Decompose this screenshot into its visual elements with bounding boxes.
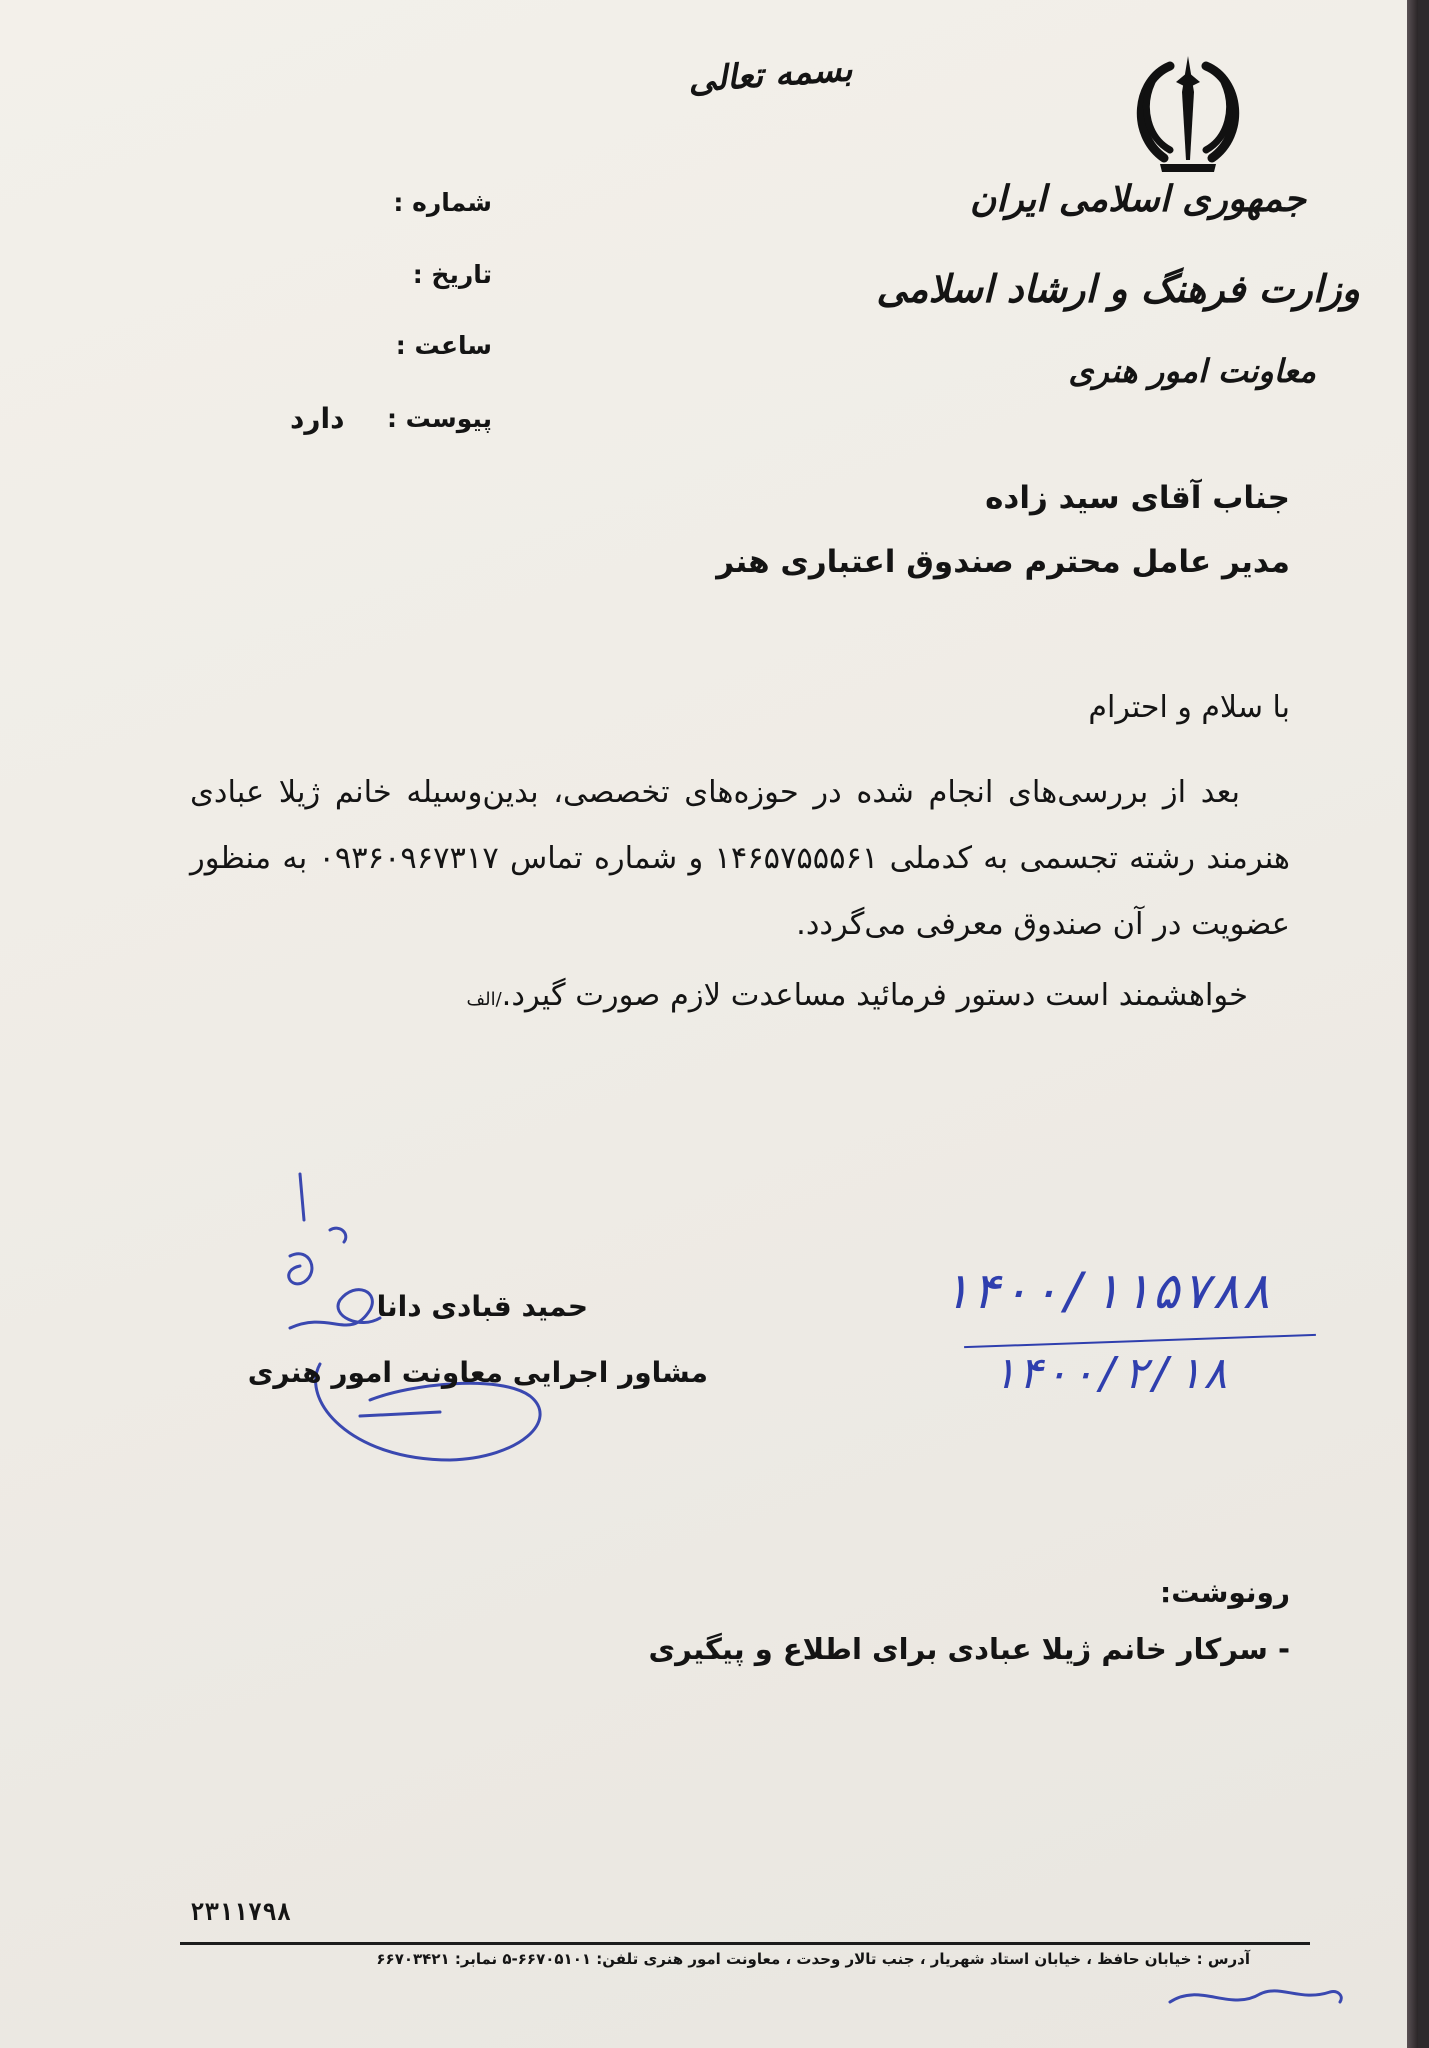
closing-reference: /الف — [466, 989, 502, 1010]
cc-heading: رونوشت: — [1160, 1576, 1290, 1609]
addressee-name: جناب آقای سید زاده — [985, 480, 1290, 516]
addressee-title: مدیر عامل محترم صندوق اعتباری هنر — [716, 544, 1290, 580]
handwritten-signature-icon — [260, 1160, 560, 1490]
letter-body — [190, 760, 1290, 958]
basmala: بسمه تعالی — [686, 49, 854, 101]
cc-item: - سرکار خانم ژیلا عبادی برای اطلاع و پیگیری — [648, 1632, 1290, 1666]
handwritten-divider — [964, 1334, 1316, 1348]
closing-line — [466, 978, 1248, 1013]
date-label: تاریخ : — [412, 260, 492, 289]
letterhead-deputy: معاونت امور هنری — [1068, 352, 1316, 390]
signer-title: مشاور اجرایی معاونت امور هنری — [247, 1356, 708, 1389]
body-paragraph: بعد از بررسی‌های انجام شده در حوزه‌های تخصصی، بدین‌وسیله خانم ژیلا عبادی هنرمند رشته تجسمی به کدملی ۱۴۶۵۷۵۵۵۶۱ و شماره تماس ۰۹۳۶۰۹۶۷۳۱۷ به منظور عضویت در آن صندوق معرفی می‌گردد. — [190, 775, 1290, 942]
number-label: شماره : — [393, 188, 492, 217]
attachment-value: دارد — [290, 402, 345, 435]
closing-text: خواهشمند است دستور فرمائید مساعدت لازم صورت گیرد. — [501, 978, 1248, 1013]
time-label: ساعت : — [395, 331, 492, 360]
signer-name: حمید قبادی دانا — [376, 1290, 588, 1323]
letterhead-ministry: وزارت فرهنگ و ارشاد اسلامی — [876, 266, 1360, 311]
attachment-label: پیوست : — [386, 404, 492, 433]
handwritten-date: ۱۴۰۰/۲/۱۸ — [990, 1348, 1229, 1399]
handwritten-number: ۱۴۰۰/۱۱۵۷۸۸ — [940, 1262, 1272, 1320]
footer-address: آدرس : خیابان حافظ ، خیابان استاد شهریار ، جنب تالار وحدت ، معاونت امور هنری تلفن: ۶۶۷۰۵۱۰۱-۵ نمابر: ۶۶۷۰۳۴۲۱ — [376, 1950, 1250, 1968]
iran-emblem-icon — [1118, 52, 1258, 176]
initials-scribble-icon — [1160, 1972, 1350, 2018]
letterhead-country: جمهوری اسلامی ایران — [969, 178, 1306, 220]
footer-rule — [180, 1942, 1310, 1945]
paper-edge — [1407, 0, 1418, 2048]
document-code: ۲۳۱۱۷۹۸ — [190, 1898, 292, 1926]
greeting: با سلام و احترام — [1088, 690, 1290, 725]
